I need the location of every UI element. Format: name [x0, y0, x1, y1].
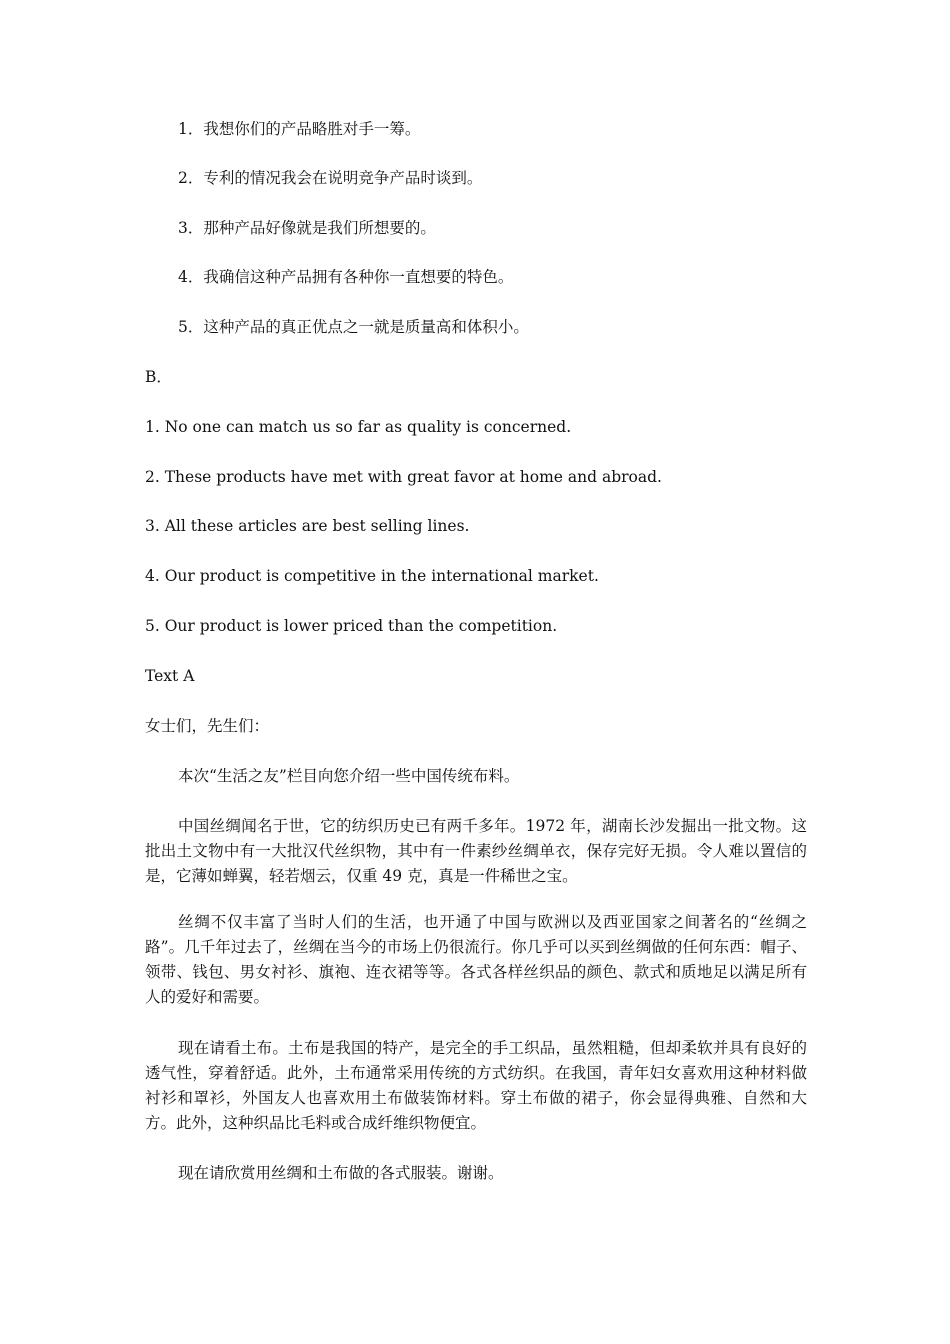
- en-list-item-5: 5. Our product is lower priced than the competition.: [145, 617, 558, 635]
- cn-list-item-5: 5．这种产品的真正优点之一就是质量高和体积小。: [178, 318, 529, 336]
- cn-list-item-2: 2．专利的情况我会在说明竞争产品时谈到。: [178, 169, 483, 187]
- section-b-heading: B．: [145, 368, 172, 386]
- text-a-heading: Text A: [145, 667, 195, 685]
- paragraph-closing: 现在请欣赏用丝绸和土布做的各式服装。谢谢。: [178, 1164, 504, 1182]
- cn-list-item-4: 4．我确信这种产品拥有各种你一直想要的特色。: [178, 268, 514, 286]
- greeting: 女士们，先生们：: [145, 717, 270, 735]
- cn-list-item-3: 3．那种产品好像就是我们所想要的。: [178, 219, 436, 237]
- paragraph-homespun-cloth: 现在请看土布。土布是我国的特产，是完全的手工织品，虽然粗糙，但却柔软并具有良好的透气性，穿着舒适。此外，土布通常采用传统的方式纺织。在我国，青年妇女喜欢用这种材料做衬衫和罩衫，外国友人也喜欢用土布做装饰材料。穿土布做的裙子，你会显得典雅、自然和大方。此外，这种织品比毛料或合成纤维织物便宜。: [145, 1039, 807, 1132]
- paragraph-intro: 本次“生活之友”栏目向您介绍一些中国传统布料。: [178, 767, 520, 785]
- en-list-item-1: 1. No one can match us so far as quality is concerned.: [145, 418, 572, 436]
- en-list-item-2: 2. These products have met with great favor at home and abroad.: [145, 468, 662, 486]
- en-list-item-3: 3. All these articles are best selling lines.: [145, 517, 470, 535]
- en-list-item-4: 4. Our product is competitive in the international market.: [145, 567, 599, 585]
- cn-list-item-1: 1．我想你们的产品略胜对手一筹。: [178, 120, 421, 138]
- paragraph-silk-road: 丝绸不仅丰富了当时人们的生活，也开通了中国与欧洲以及西亚国家之间著名的“丝绸之路”。几千年过去了，丝绸在当今的市场上仍很流行。你几乎可以买到丝绸做的任何东西：帽子、领带、钱包、男女衬衫、旗袍、连衣裙等等。各式各样丝织品的颜色、款式和质地足以满足所有人的爱好和需要。: [145, 913, 807, 1006]
- paragraph-silk-history: 中国丝绸闻名于世，它的纺织历史已有两千多年。1972 年，湖南长沙发掘出一批文物。这批出土文物中有一大批汉代丝织物，其中有一件素纱丝绸单衣，保存完好无损。令人难以置信的是，它薄如蝉翼，轻若烟云，仅重 49 克，真是一件稀世之宝。: [145, 817, 807, 885]
